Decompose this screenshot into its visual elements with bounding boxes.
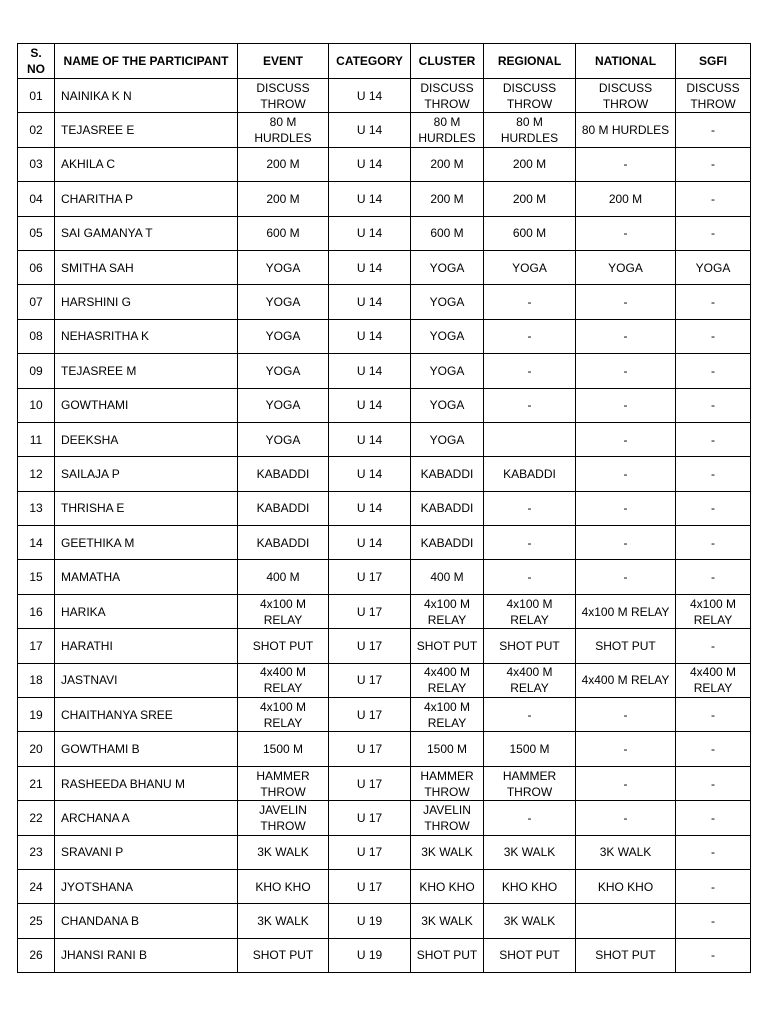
cell-sno: 11: [18, 422, 55, 456]
cell-sno: 04: [18, 182, 55, 216]
table-row: [18, 594, 751, 628]
cell-name: JHANSI RANI B: [55, 938, 238, 972]
cell-sno: 20: [18, 732, 55, 766]
cell-event: DISCUSS THROW: [238, 79, 329, 113]
cell-regional: YOGA: [484, 250, 576, 284]
cell-regional: [484, 422, 576, 456]
cell-event: SHOT PUT: [238, 629, 329, 663]
cell-category: U 17: [329, 766, 411, 800]
cell-sgfi: -: [676, 354, 751, 388]
cell-regional: 200 M: [484, 182, 576, 216]
cell-category: U 14: [329, 216, 411, 250]
table-row: [18, 250, 751, 284]
cell-category: U 14: [329, 388, 411, 422]
cell-national: KHO KHO: [576, 869, 676, 903]
cell-national: -: [576, 698, 676, 732]
cell-name: CHARITHA P: [55, 182, 238, 216]
cell-sgfi: -: [676, 285, 751, 319]
cell-event: KABADDI: [238, 526, 329, 560]
cell-category: U 14: [329, 285, 411, 319]
cell-national: 3K WALK: [576, 835, 676, 869]
cell-event: 4x100 M RELAY: [238, 594, 329, 628]
cell-category: U 14: [329, 147, 411, 181]
cell-sno: 15: [18, 560, 55, 594]
cell-sno: 01: [18, 79, 55, 113]
cell-national: -: [576, 491, 676, 525]
cell-cluster: KHO KHO: [411, 869, 484, 903]
cell-name: HARATHI: [55, 629, 238, 663]
cell-name: AKHILA C: [55, 147, 238, 181]
table-row: [18, 457, 751, 491]
cell-regional: 80 M HURDLES: [484, 113, 576, 147]
cell-name: GOWTHAMI B: [55, 732, 238, 766]
header-name: NAME OF THE PARTICIPANT: [55, 44, 238, 79]
cell-regional: 3K WALK: [484, 835, 576, 869]
cell-national: SHOT PUT: [576, 629, 676, 663]
cell-sgfi: -: [676, 113, 751, 147]
cell-cluster: JAVELIN THROW: [411, 801, 484, 835]
cell-national: SHOT PUT: [576, 938, 676, 972]
cell-category: U 14: [329, 354, 411, 388]
cell-name: SAILAJA P: [55, 457, 238, 491]
cell-cluster: 400 M: [411, 560, 484, 594]
cell-cluster: 4x100 M RELAY: [411, 594, 484, 628]
cell-sno: 08: [18, 319, 55, 353]
table-row: [18, 491, 751, 525]
cell-sno: 09: [18, 354, 55, 388]
cell-category: U 14: [329, 113, 411, 147]
cell-sno: 07: [18, 285, 55, 319]
cell-event: KHO KHO: [238, 869, 329, 903]
cell-category: U 17: [329, 835, 411, 869]
table-row: [18, 904, 751, 938]
cell-category: U 17: [329, 869, 411, 903]
cell-event: 400 M: [238, 560, 329, 594]
cell-cluster: HAMMER THROW: [411, 766, 484, 800]
header-national: NATIONAL: [576, 44, 676, 79]
cell-regional: -: [484, 491, 576, 525]
cell-sno: 16: [18, 594, 55, 628]
cell-national: -: [576, 732, 676, 766]
cell-sno: 24: [18, 869, 55, 903]
cell-national: -: [576, 801, 676, 835]
cell-cluster: 600 M: [411, 216, 484, 250]
table-row: [18, 869, 751, 903]
cell-sgfi: -: [676, 388, 751, 422]
cell-category: U 17: [329, 560, 411, 594]
cell-name: NEHASRITHA K: [55, 319, 238, 353]
cell-cluster: YOGA: [411, 285, 484, 319]
cell-sno: 10: [18, 388, 55, 422]
cell-regional: -: [484, 560, 576, 594]
cell-regional: -: [484, 698, 576, 732]
table-row: [18, 285, 751, 319]
cell-cluster: 3K WALK: [411, 904, 484, 938]
cell-sgfi: -: [676, 526, 751, 560]
table-row: [18, 147, 751, 181]
cell-event: 600 M: [238, 216, 329, 250]
cell-name: SRAVANI P: [55, 835, 238, 869]
cell-category: U 14: [329, 79, 411, 113]
cell-event: KABADDI: [238, 457, 329, 491]
cell-event: 80 M HURDLES: [238, 113, 329, 147]
cell-regional: 4x400 M RELAY: [484, 663, 576, 697]
cell-national: YOGA: [576, 250, 676, 284]
cell-sgfi: YOGA: [676, 250, 751, 284]
cell-cluster: 3K WALK: [411, 835, 484, 869]
cell-regional: -: [484, 388, 576, 422]
cell-sgfi: DISCUSS THROW: [676, 79, 751, 113]
cell-sgfi: -: [676, 319, 751, 353]
cell-sno: 23: [18, 835, 55, 869]
cell-sgfi: -: [676, 216, 751, 250]
cell-sno: 03: [18, 147, 55, 181]
table-row: [18, 79, 751, 113]
cell-name: DEEKSHA: [55, 422, 238, 456]
cell-event: 3K WALK: [238, 835, 329, 869]
cell-regional: 600 M: [484, 216, 576, 250]
header-category: CATEGORY: [329, 44, 411, 79]
cell-category: U 17: [329, 732, 411, 766]
cell-national: 4x100 M RELAY: [576, 594, 676, 628]
cell-national: -: [576, 560, 676, 594]
cell-category: U 14: [329, 491, 411, 525]
cell-cluster: YOGA: [411, 354, 484, 388]
cell-sgfi: 4x100 M RELAY: [676, 594, 751, 628]
cell-regional: DISCUSS THROW: [484, 79, 576, 113]
cell-name: SMITHA SAH: [55, 250, 238, 284]
cell-event: 4x100 M RELAY: [238, 698, 329, 732]
cell-national: -: [576, 285, 676, 319]
cell-national: -: [576, 319, 676, 353]
cell-cluster: 80 M HURDLES: [411, 113, 484, 147]
cell-name: SAI GAMANYA T: [55, 216, 238, 250]
cell-category: U 17: [329, 801, 411, 835]
cell-national: -: [576, 766, 676, 800]
cell-regional: 200 M: [484, 147, 576, 181]
cell-regional: -: [484, 354, 576, 388]
cell-event: YOGA: [238, 250, 329, 284]
cell-regional: SHOT PUT: [484, 938, 576, 972]
cell-national: -: [576, 457, 676, 491]
cell-regional: -: [484, 801, 576, 835]
cell-event: YOGA: [238, 388, 329, 422]
table-row: [18, 319, 751, 353]
table-row: [18, 835, 751, 869]
cell-event: 3K WALK: [238, 904, 329, 938]
cell-name: HARIKA: [55, 594, 238, 628]
table-row: [18, 388, 751, 422]
cell-sno: 21: [18, 766, 55, 800]
cell-name: TEJASREE E: [55, 113, 238, 147]
cell-sgfi: -: [676, 732, 751, 766]
cell-category: U 19: [329, 938, 411, 972]
cell-name: CHANDANA B: [55, 904, 238, 938]
cell-cluster: DISCUSS THROW: [411, 79, 484, 113]
header-sno: S. NO: [18, 44, 55, 79]
cell-name: GEETHIKA M: [55, 526, 238, 560]
cell-event: YOGA: [238, 319, 329, 353]
cell-sgfi: 4x400 M RELAY: [676, 663, 751, 697]
cell-national: -: [576, 354, 676, 388]
cell-name: JYOTSHANA: [55, 869, 238, 903]
cell-event: YOGA: [238, 285, 329, 319]
cell-national: 80 M HURDLES: [576, 113, 676, 147]
cell-sno: 17: [18, 629, 55, 663]
cell-event: 200 M: [238, 182, 329, 216]
cell-category: U 17: [329, 663, 411, 697]
cell-regional: SHOT PUT: [484, 629, 576, 663]
header-sgfi: SGFI: [676, 44, 751, 79]
cell-event: 4x400 M RELAY: [238, 663, 329, 697]
cell-name: CHAITHANYA SREE: [55, 698, 238, 732]
table-body: [18, 79, 751, 973]
cell-cluster: KABADDI: [411, 526, 484, 560]
cell-name: THRISHA E: [55, 491, 238, 525]
cell-cluster: YOGA: [411, 422, 484, 456]
cell-regional: KHO KHO: [484, 869, 576, 903]
cell-event: 200 M: [238, 147, 329, 181]
cell-sgfi: -: [676, 801, 751, 835]
cell-sgfi: -: [676, 835, 751, 869]
cell-sno: 13: [18, 491, 55, 525]
cell-category: U 14: [329, 182, 411, 216]
cell-regional: -: [484, 285, 576, 319]
cell-event: JAVELIN THROW: [238, 801, 329, 835]
cell-sno: 19: [18, 698, 55, 732]
cell-name: MAMATHA: [55, 560, 238, 594]
header-regional: REGIONAL: [484, 44, 576, 79]
cell-sgfi: -: [676, 904, 751, 938]
cell-category: U 14: [329, 526, 411, 560]
cell-event: HAMMER THROW: [238, 766, 329, 800]
table-row: [18, 422, 751, 456]
cell-sno: 12: [18, 457, 55, 491]
cell-sno: 22: [18, 801, 55, 835]
cell-cluster: 200 M: [411, 182, 484, 216]
table-row: [18, 766, 751, 800]
cell-event: KABADDI: [238, 491, 329, 525]
cell-cluster: YOGA: [411, 250, 484, 284]
cell-category: U 14: [329, 250, 411, 284]
cell-category: U 17: [329, 594, 411, 628]
cell-sno: 05: [18, 216, 55, 250]
cell-sgfi: -: [676, 629, 751, 663]
cell-name: GOWTHAMI: [55, 388, 238, 422]
cell-national: DISCUSS THROW: [576, 79, 676, 113]
cell-sno: 26: [18, 938, 55, 972]
cell-cluster: YOGA: [411, 319, 484, 353]
cell-sno: 18: [18, 663, 55, 697]
cell-sgfi: -: [676, 869, 751, 903]
cell-category: U 14: [329, 457, 411, 491]
cell-cluster: KABADDI: [411, 457, 484, 491]
cell-sgfi: -: [676, 938, 751, 972]
cell-sno: 25: [18, 904, 55, 938]
cell-national: -: [576, 422, 676, 456]
cell-category: U 14: [329, 319, 411, 353]
table-row: [18, 938, 751, 972]
cell-sgfi: -: [676, 182, 751, 216]
cell-sno: 02: [18, 113, 55, 147]
cell-cluster: KABADDI: [411, 491, 484, 525]
cell-category: U 14: [329, 422, 411, 456]
cell-national: -: [576, 147, 676, 181]
cell-sgfi: -: [676, 422, 751, 456]
cell-name: JASTNAVI: [55, 663, 238, 697]
header-row: [18, 44, 751, 79]
table-row: [18, 698, 751, 732]
cell-event: SHOT PUT: [238, 938, 329, 972]
cell-national: 200 M: [576, 182, 676, 216]
cell-cluster: SHOT PUT: [411, 938, 484, 972]
header-event: EVENT: [238, 44, 329, 79]
cell-national: -: [576, 216, 676, 250]
cell-regional: 4x100 M RELAY: [484, 594, 576, 628]
cell-category: U 19: [329, 904, 411, 938]
table-row: [18, 354, 751, 388]
table-row: [18, 629, 751, 663]
table-row: [18, 801, 751, 835]
cell-name: NAINIKA K N: [55, 79, 238, 113]
cell-event: YOGA: [238, 422, 329, 456]
cell-sgfi: -: [676, 698, 751, 732]
cell-regional: 1500 M: [484, 732, 576, 766]
cell-cluster: 4x100 M RELAY: [411, 698, 484, 732]
header-cluster: CLUSTER: [411, 44, 484, 79]
cell-sgfi: -: [676, 766, 751, 800]
table-row: [18, 182, 751, 216]
cell-regional: -: [484, 526, 576, 560]
cell-cluster: SHOT PUT: [411, 629, 484, 663]
cell-sgfi: -: [676, 491, 751, 525]
cell-cluster: 4x400 M RELAY: [411, 663, 484, 697]
cell-name: RASHEEDA BHANU M: [55, 766, 238, 800]
participants-table: [17, 43, 751, 973]
cell-sno: 06: [18, 250, 55, 284]
cell-regional: 3K WALK: [484, 904, 576, 938]
table-row: [18, 216, 751, 250]
cell-sgfi: -: [676, 560, 751, 594]
cell-cluster: 200 M: [411, 147, 484, 181]
cell-sgfi: -: [676, 147, 751, 181]
cell-category: U 17: [329, 698, 411, 732]
table-row: [18, 113, 751, 147]
table-row: [18, 732, 751, 766]
cell-cluster: 1500 M: [411, 732, 484, 766]
cell-name: ARCHANA A: [55, 801, 238, 835]
cell-regional: KABADDI: [484, 457, 576, 491]
cell-name: TEJASREE M: [55, 354, 238, 388]
cell-cluster: YOGA: [411, 388, 484, 422]
cell-name: HARSHINI G: [55, 285, 238, 319]
cell-national: -: [576, 526, 676, 560]
cell-event: YOGA: [238, 354, 329, 388]
cell-national: 4x400 M RELAY: [576, 663, 676, 697]
cell-regional: HAMMER THROW: [484, 766, 576, 800]
table-row: [18, 663, 751, 697]
cell-regional: -: [484, 319, 576, 353]
table-row: [18, 560, 751, 594]
cell-sno: 14: [18, 526, 55, 560]
cell-national: -: [576, 388, 676, 422]
table-row: [18, 526, 751, 560]
cell-event: 1500 M: [238, 732, 329, 766]
cell-sgfi: -: [676, 457, 751, 491]
cell-national: [576, 904, 676, 938]
cell-category: U 17: [329, 629, 411, 663]
